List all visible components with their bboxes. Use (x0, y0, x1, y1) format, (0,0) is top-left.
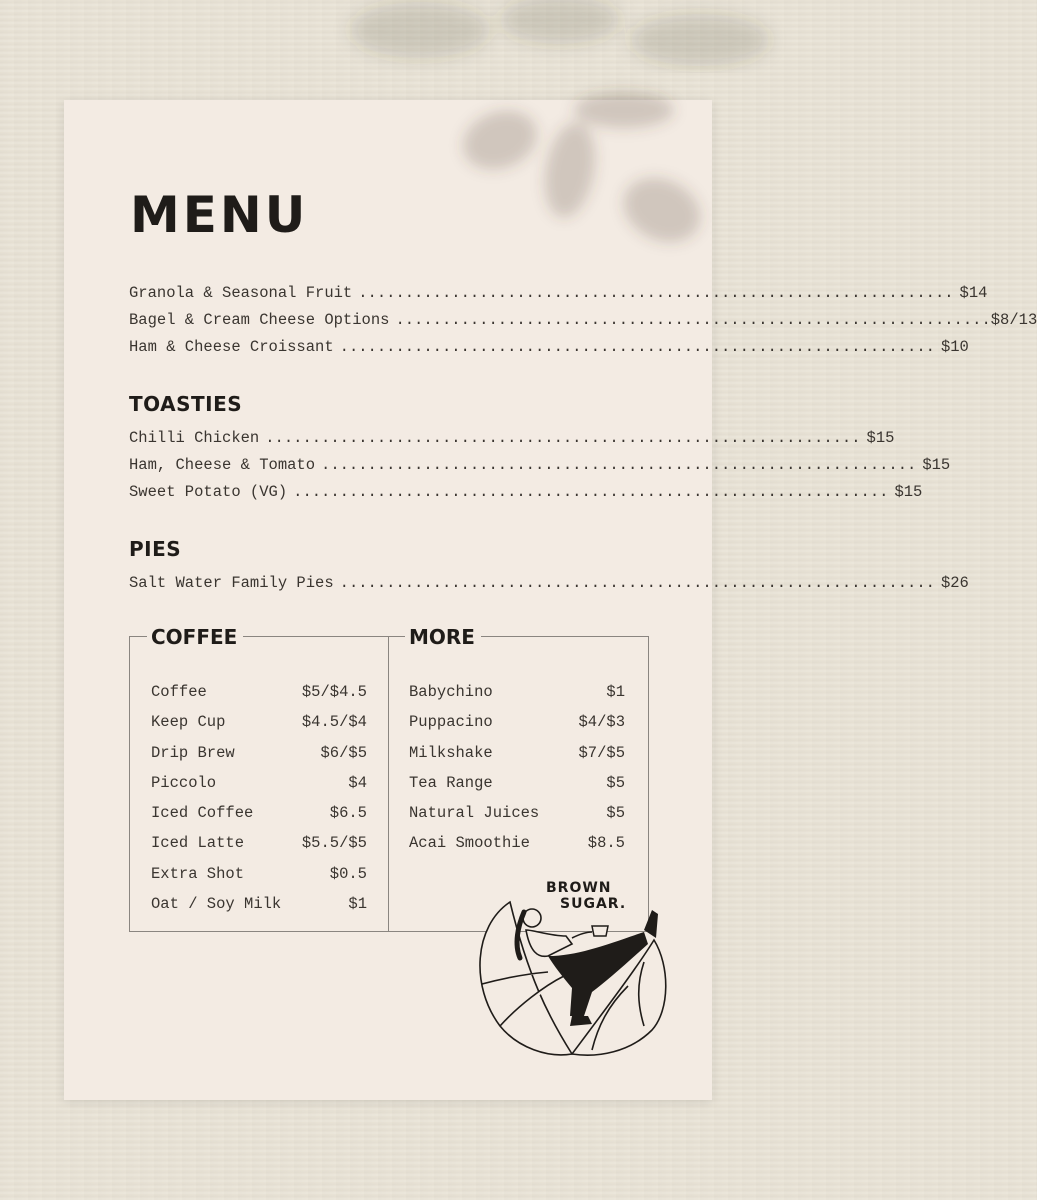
list-item (151, 834, 367, 852)
list-item (409, 683, 625, 701)
list-item (151, 683, 367, 701)
dot-leader: ................................................................ (265, 429, 861, 447)
list-item (409, 774, 625, 792)
list-item (151, 713, 367, 731)
dot-leader: ................................................................ (321, 456, 917, 474)
item-price: $10 (940, 338, 969, 356)
list-item (409, 804, 625, 822)
item-name: Natural Juices (409, 804, 540, 822)
list-item (129, 338, 969, 356)
list-item (129, 456, 951, 474)
item-price: $4/$3 (578, 713, 625, 731)
item-price: $1 (348, 895, 367, 913)
item-name: Granola & Seasonal Fruit (129, 284, 353, 302)
item-price: $5 (606, 804, 625, 822)
item-name: Acai Smoothie (409, 834, 530, 852)
item-price: $15 (894, 483, 923, 501)
section-heading-more: MORE (405, 625, 481, 649)
list-item (151, 804, 367, 822)
item-name: Salt Water Family Pies (129, 574, 334, 592)
item-price: $6/$5 (320, 744, 367, 762)
item-name: Iced Coffee (151, 804, 254, 822)
list-item (129, 483, 923, 501)
item-name: Babychino (409, 683, 493, 701)
dot-leader: ................................................................ (395, 311, 991, 329)
item-price: $6.5 (329, 804, 367, 822)
item-name: Keep Cup (151, 713, 226, 731)
item-price: $15 (866, 429, 895, 447)
item-name: Chilli Chicken (129, 429, 260, 447)
coffee-cup-icon (592, 926, 608, 936)
list-item (129, 574, 969, 592)
item-name: Iced Latte (151, 834, 245, 852)
list-item (151, 744, 367, 762)
item-price: $7/$5 (578, 744, 625, 762)
list-item (409, 834, 625, 852)
item-name: Ham & Cheese Croissant (129, 338, 334, 356)
item-price: $14 (959, 284, 988, 302)
item-name: Coffee (151, 683, 207, 701)
brown-sugar-logo (468, 866, 678, 1066)
item-name: Oat / Soy Milk (151, 895, 282, 913)
item-price: $26 (940, 574, 969, 592)
item-price: $5 (606, 774, 625, 792)
item-name: Tea Range (409, 774, 493, 792)
brand-line-2: SUGAR. (560, 896, 627, 912)
item-price: $15 (922, 456, 951, 474)
brand-line-1: BROWN (546, 880, 612, 896)
section-heading-toasties: TOASTIES (129, 392, 243, 416)
dot-leader: ................................................................ (339, 338, 935, 356)
list-item (409, 744, 625, 762)
item-name: Drip Brew (151, 744, 235, 762)
dot-leader: ................................................................ (293, 483, 889, 501)
dot-leader: ................................................................ (339, 574, 935, 592)
item-name: Sweet Potato (VG) (129, 483, 288, 501)
item-name: Ham, Cheese & Tomato (129, 456, 316, 474)
menu-title: MENU (130, 186, 309, 244)
item-name: Puppacino (409, 713, 493, 731)
list-item (151, 865, 367, 883)
item-name: Milkshake (409, 744, 493, 762)
box-divider (388, 637, 389, 931)
item-price: $0.5 (329, 865, 367, 883)
item-price: $8/13 (990, 311, 1037, 329)
item-price: $4.5/$4 (301, 713, 367, 731)
item-name: Extra Shot (151, 865, 245, 883)
item-price: $5.5/$5 (301, 834, 367, 852)
dot-leader: ................................................................ (358, 284, 954, 302)
list-item (409, 713, 625, 731)
section-heading-pies: PIES (129, 537, 182, 561)
list-item (151, 895, 367, 913)
item-price: $1 (606, 683, 625, 701)
menu-card (64, 100, 1037, 1100)
item-name: Piccolo (151, 774, 217, 792)
section-heading-coffee: COFFEE (147, 625, 243, 649)
list-item (129, 311, 1037, 329)
item-name: Bagel & Cream Cheese Options (129, 311, 390, 329)
item-price: $4 (348, 774, 367, 792)
list-item (151, 774, 367, 792)
item-price: $5/$4.5 (301, 683, 367, 701)
list-item (129, 429, 895, 447)
list-item (129, 284, 988, 302)
item-price: $8.5 (587, 834, 625, 852)
